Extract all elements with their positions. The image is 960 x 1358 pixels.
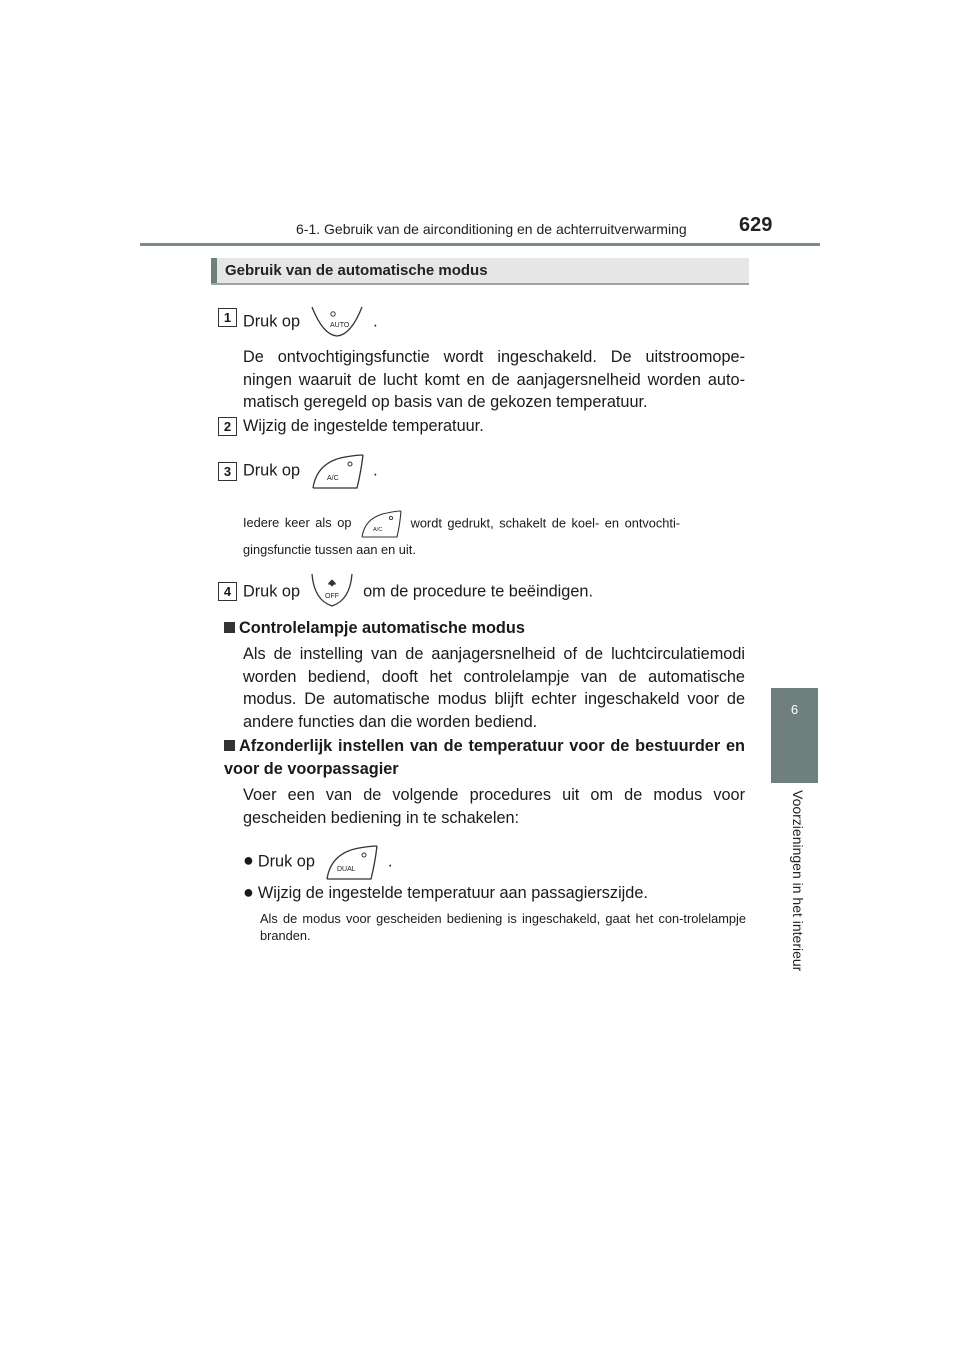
- info-2-bullet-2: [243, 881, 648, 905]
- square-bullet-icon: [224, 622, 235, 633]
- info-2-heading-row: [224, 735, 745, 780]
- info-2-bullet-1-pre: Druk op: [257, 852, 315, 871]
- auto-button-icon: [309, 305, 365, 339]
- auto-button-text: AUTO: [329, 322, 349, 329]
- info-1-body: Als de instelling van de aanjagersnelheid of de luchtcirculatiemodi worden bediend, dooft het controlelampje van de automatische modus. De automatische modus blijft echter ingeschakeld voor de andere functies dan die worden bediend.: [243, 645, 745, 732]
- section-header: [211, 258, 749, 285]
- info-2-note: Als de modus voor gescheiden bediening is ingeschakeld, gaat het con-trolelampje branden.: [260, 911, 746, 943]
- dual-button-text: DUAL: [337, 866, 357, 873]
- header-divider: [140, 243, 820, 246]
- step-3-pre: Druk op: [243, 461, 301, 480]
- dual-button-icon: [323, 843, 379, 881]
- step-4-pre: Druk op: [243, 582, 301, 601]
- info-2-body: Voer een van de volgende procedures uit om de modus voor gescheiden bediening in te schakelen:: [243, 786, 745, 827]
- info-2-bullet-1: [243, 843, 392, 881]
- step-1-line: [243, 305, 378, 339]
- step-3-post: .: [373, 461, 378, 480]
- ac-button-icon: [309, 452, 365, 490]
- chapter-title: 6-1. Gebruik van de airconditioning en de achterruitverwarming: [296, 221, 687, 237]
- step-1-description: De ontvochtigingsfunctie wordt ingeschakeld. De uitstroomope-ningen waaruit de lucht komt en de aanjagersnelheid worden auto-matisch geregeld op basis van de gekozen temperatuur.: [243, 348, 745, 411]
- off-button-text: OFF: [324, 593, 339, 600]
- step-3-note-pre: Iedere keer als op: [243, 515, 352, 531]
- step-badge-3: 3: [218, 462, 237, 481]
- info-1-heading-row: [224, 617, 525, 640]
- step-3-note: [243, 509, 745, 539]
- section-title: Gebruik van de automatische modus: [225, 262, 488, 279]
- ac-button-small-text: A/C: [373, 527, 383, 533]
- step-3-line: [243, 452, 378, 490]
- page-number: 629: [739, 214, 773, 236]
- square-bullet-icon: [224, 740, 235, 751]
- off-button-icon: [309, 572, 355, 612]
- info-1-heading: Controlelampje automatische modus: [239, 619, 525, 637]
- ac-button-text: A/C: [326, 475, 339, 482]
- step-badge-4: 4: [218, 582, 237, 601]
- step-2-text: Wijzig de ingestelde temperatuur.: [243, 417, 484, 435]
- chapter-tab-number: 6: [790, 702, 799, 717]
- round-bullet-icon: ●: [243, 882, 254, 902]
- step-badge-2: 2: [218, 417, 237, 436]
- step-1-pre: Druk op: [243, 312, 301, 331]
- step-4-post: om de procedure te beëindigen.: [363, 582, 593, 601]
- chapter-tab-label: Voorzieningen in het interieur: [790, 790, 806, 972]
- step-badge-1: 1: [218, 308, 237, 327]
- step-1-post: .: [373, 312, 378, 331]
- step-3-note-line2: gingsfunctie tussen aan en uit.: [243, 542, 416, 557]
- step-3-note-post: wordt gedrukt, schakelt de koel- en ontvochti-: [410, 515, 681, 531]
- info-2-bullet-1-post: .: [387, 852, 393, 871]
- info-2-heading: Afzonderlijk instellen van de temperatuur voor de bestuurder en voor de voorpassagier: [224, 737, 745, 778]
- step-4-line: [243, 572, 593, 612]
- ac-button-icon-small: [359, 509, 403, 539]
- chapter-tab: [771, 688, 818, 783]
- round-bullet-icon: ●: [243, 850, 254, 871]
- info-2-bullet-2-text: Wijzig de ingestelde temperatuur aan passagierszijde.: [257, 884, 648, 902]
